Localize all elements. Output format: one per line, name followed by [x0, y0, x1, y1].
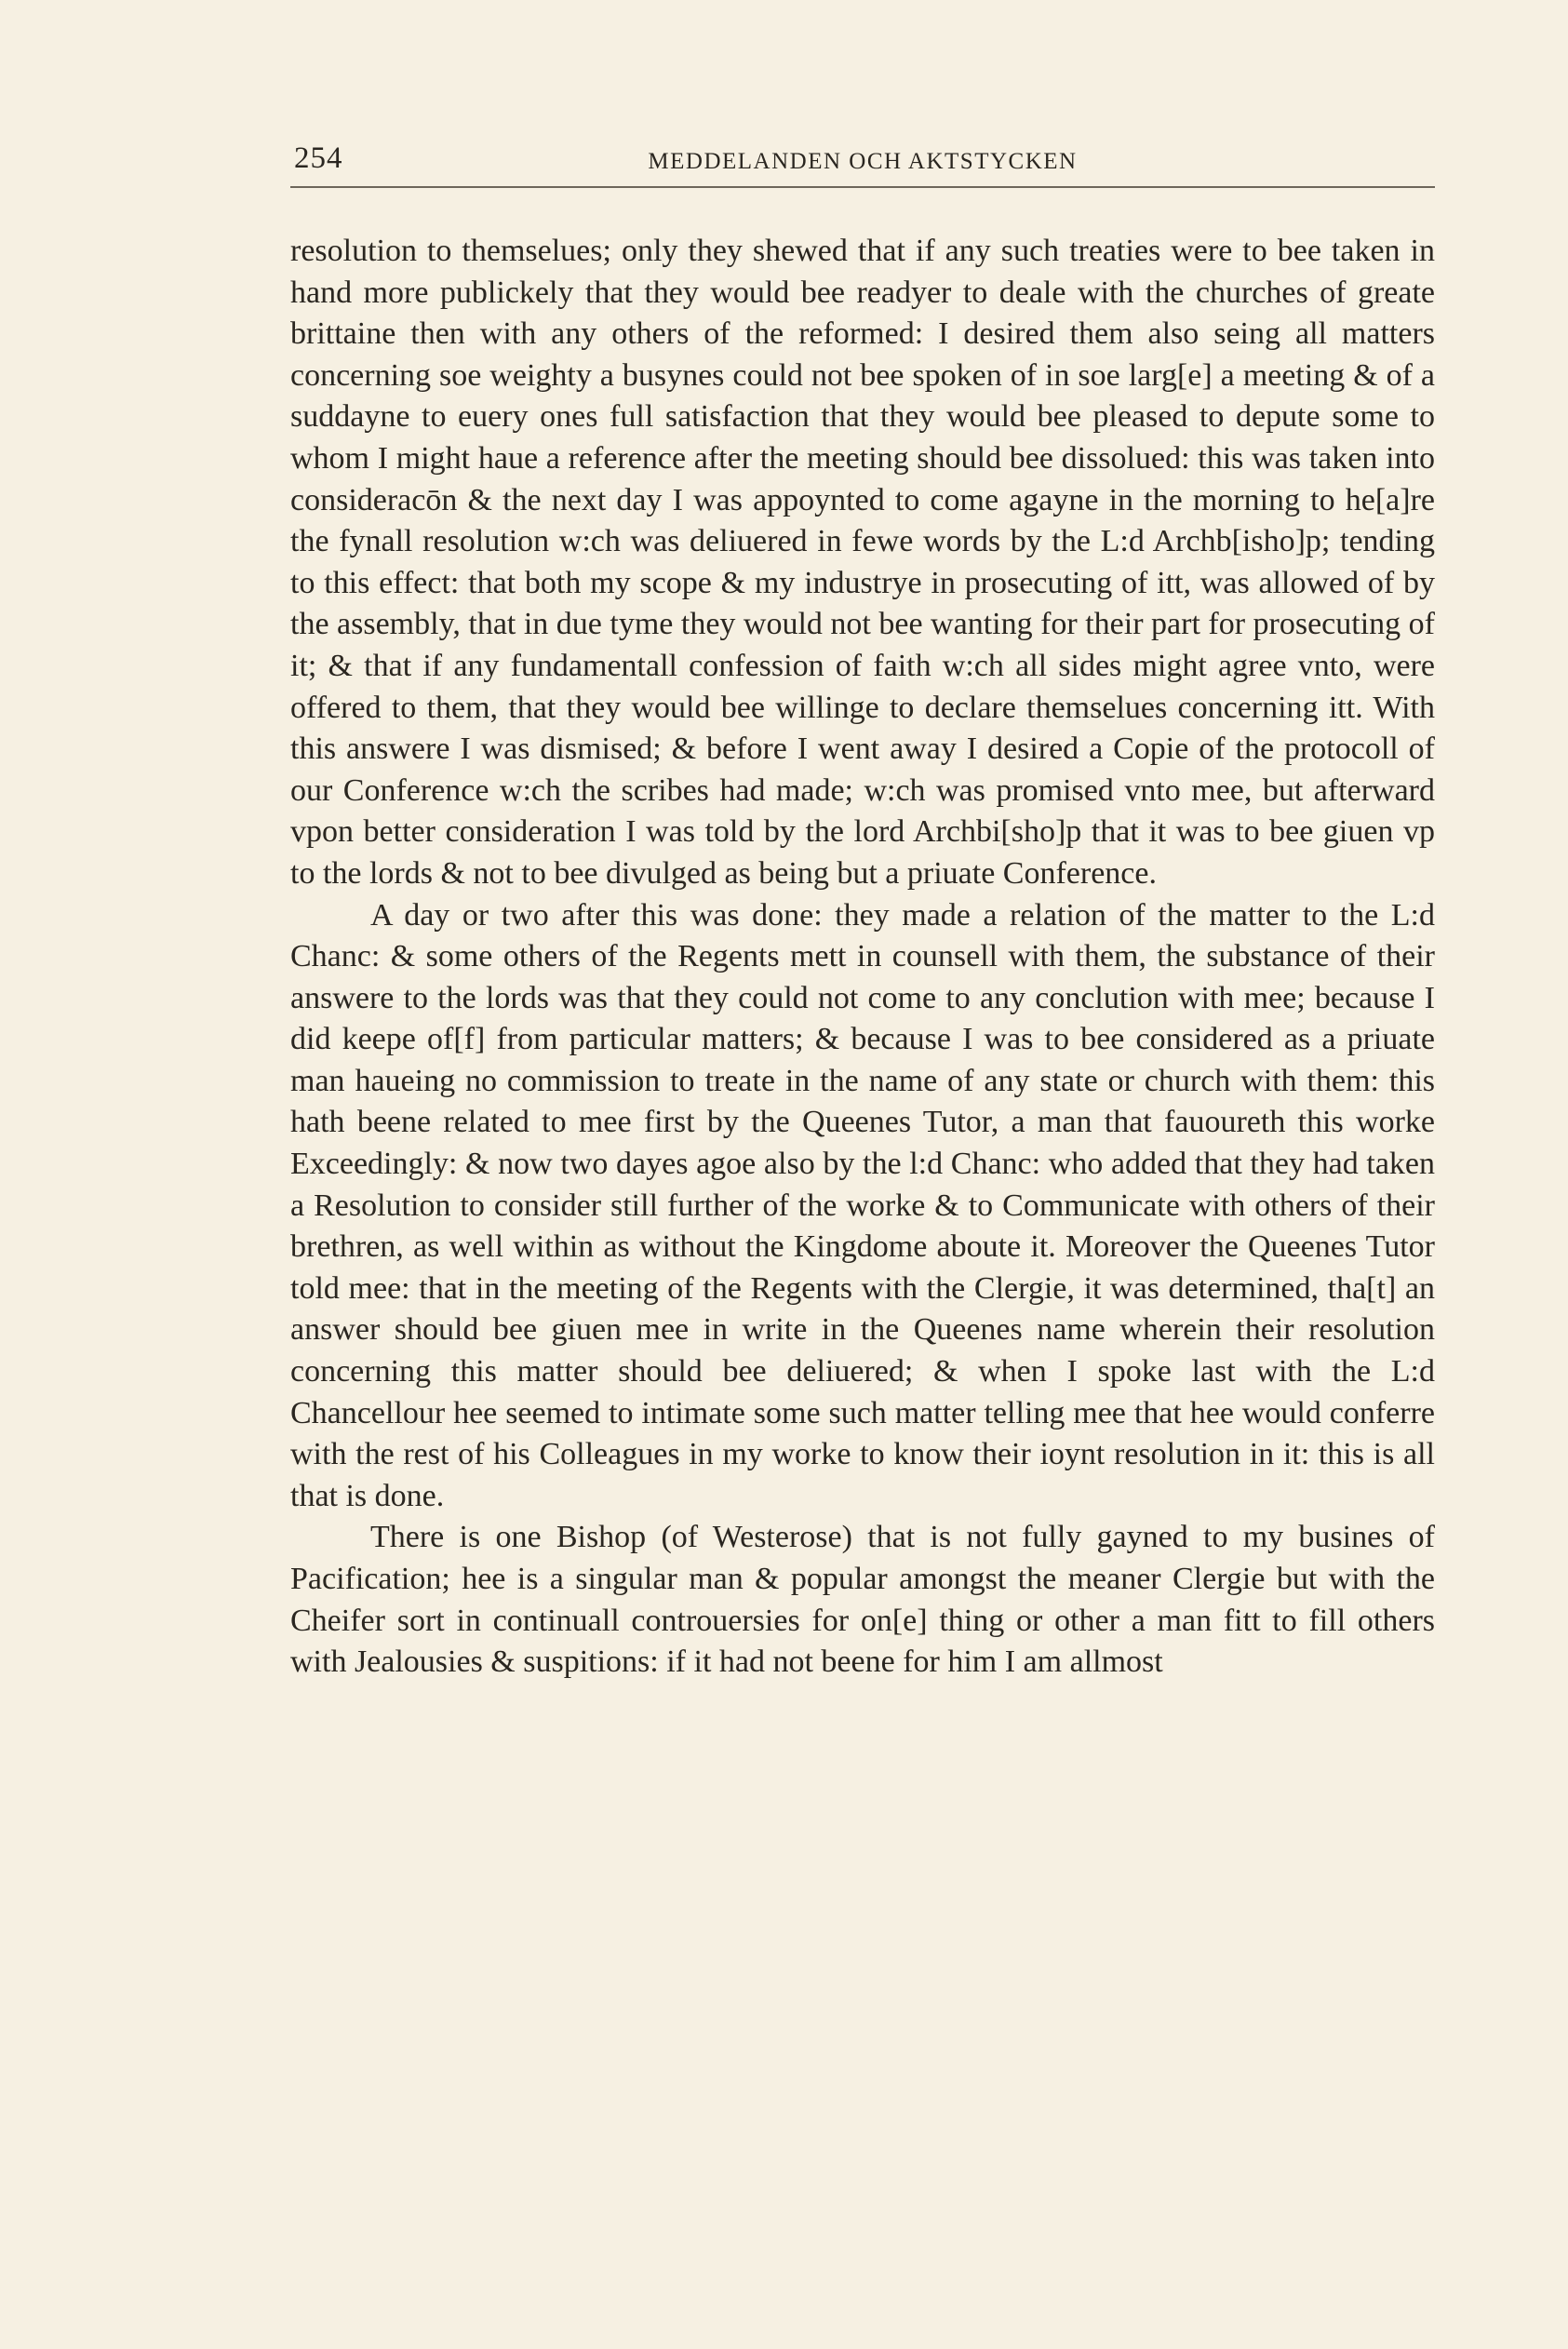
- body-text: [290, 231, 1435, 1684]
- paragraph: resolution to themselues; only they shewed that if any such treaties were to bee taken in hand more publickely that they would bee readyer to deale with the churches of greate brittaine then with any others of the reformed: I desired them also seing all matters concerning soe weighty a busynes could not bee spoken of in soe larg[e] a meeting & of a suddayne to euery ones full satisfaction that they would bee pleased to depute some to whom I might haue a reference after the meeting should bee dissolued: this was taken into consideracōn & the next day I was appoynted to come agayne in the morning to he[a]re the fynall resolution w:ch was deliuered in fewe words by the L:d Archb[isho]p; tending to this effect: that both my scope & my industrye in prosecuting of itt, was allowed of by the assembly, that in due tyme they would not bee wanting for their part for prosecuting of it; & that if any fundamentall confession of faith w:ch all sides might agree vnto, were offered to them, that they would bee willinge to declare themselues concerning itt. With this answere I was dismised; & before I went away I desired a Copie of the protocoll of our Conference w:ch the scribes had made; w:ch was promised vnto mee, but afterward vpon better consideration I was told by the lord Archbi[sho]p that it was to bee giuen vp to the lords & not to bee divulged as being but a priuate Conference.: [290, 234, 1435, 891]
- paragraph: A day or two after this was done: they made a relation of the matter to the L:d Chanc: & some others of the Regents mett in counsell with them, the substance of their answere to the lords was that they could not come to any conclution with mee; because I did keepe of[f] from particular matters; & because I was to bee considered as a priuate man haueing no commission to treate in the name of any state or church with them: this hath beene related to mee first by the Queenes Tutor, a man that fauoureth this worke Exceedingly: & now two dayes agoe also by the l:d Chanc: who added that they had taken a Resolution to consider still further of the worke & to Communicate with others of their brethren, as well within as without the Kingdome aboute it. Moreover the Queenes Tutor told mee: that in the meeting of the Regents with the Clergie, it was determined, tha[t] an answer should bee giuen mee in write in the Queenes name wherein their resolution concerning this matter should bee deliuered; & when I spoke last with the L:d Chancellour hee seemed to intimate some such matter telling mee that hee would conferre with the rest of his Colleagues in my worke to know their ioynt resolution in it: this is all that is done.: [290, 897, 1435, 1513]
- running-title: MEDDELANDEN OCH AKTSTYCKEN: [648, 149, 1078, 174]
- running-head: [290, 141, 1435, 188]
- page-number: 254: [294, 141, 343, 175]
- paragraph: There is one Bishop (of Westerose) that is not fully gayned to my busines of Pacification; hee is a singular man & popular amongst the meaner Clergie but with the Cheifer sort in continuall controuersies for on[e] thing or other a man fitt to fill others with Jealousies & suspitions: if it had not beene for him I am allmost: [290, 1520, 1435, 1680]
